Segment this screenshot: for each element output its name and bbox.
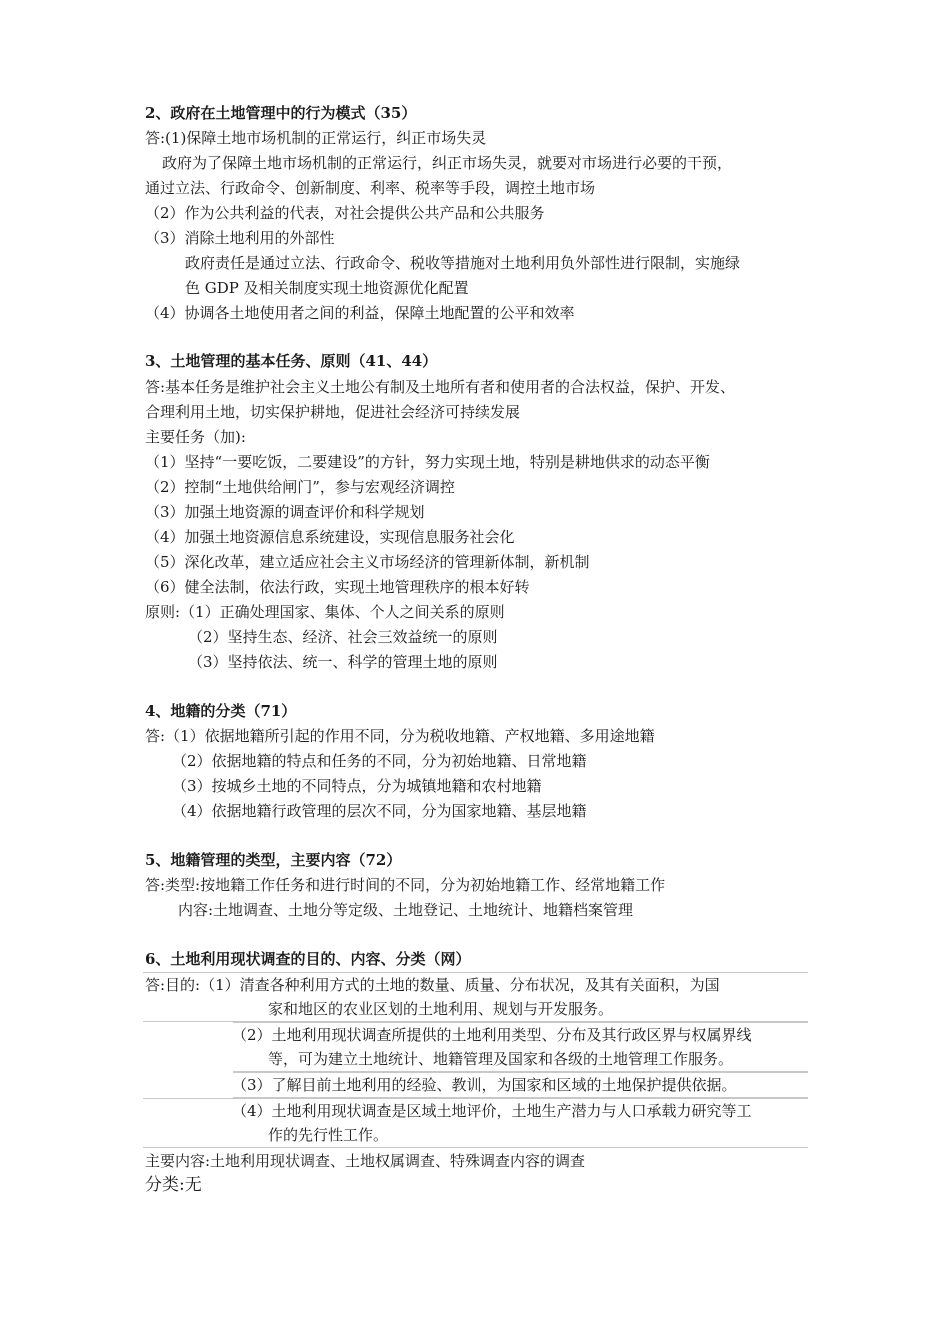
section-6-title: 6、土地利用现状调查的目的、内容、分类（网） [145,950,471,968]
section-2-line: （3）消除土地利用的外部性 [145,229,335,247]
section-6-line: 家和地区的农业区划的土地利用、规划与开发服务。 [268,1000,614,1018]
section-5-line: 答:类型:按地籍工作任务和进行时间的不同，分为初始地籍工作、经常地籍工作 [145,876,666,894]
section-6-line: （2）土地利用现状调查所提供的土地利用类型、分布及其行政区界与权属界线 [232,1026,752,1044]
section-5-line: 内容:土地调查、土地分等定级、土地登记、土地统计、地籍档案管理 [178,901,634,919]
section-2-title: 2、政府在土地管理中的行为模式（35） [145,104,417,122]
section-6-line: 等，可为建立土地统计、地籍管理及国家和各级的土地管理工作服务。 [268,1050,734,1068]
section-3-line: 答:基本任务是维护社会主义土地公有制及土地所有者和使用者的合法权益，保护、开发、 [145,378,736,396]
section-3-line: （1）坚持“一要吃饭，二要建设”的方针，努力实现土地，特别是耕地供求的动态平衡 [145,453,710,471]
section-2-line: 答:(1)保障土地市场机制的正常运行，纠正市场失灵 [145,129,487,147]
section-3-line: 合理利用土地，切实保护耕地，促进社会经济可持续发展 [145,403,521,421]
section-4-line: （3）按城乡土地的不同特点，分为城镇地籍和农村地籍 [172,777,542,795]
section-3-line: （5）深化改革，建立适应社会主义市场经济的管理新体制，新机制 [145,553,590,571]
section-4-line: （4）依据地籍行政管理的层次不同，分为国家地籍、基层地籍 [172,802,587,820]
section-3-line: （2）控制“土地供给闸门”，参与宏观经济调控 [145,478,455,496]
section-6-line: 答:目的:（1）清查各种利用方式的土地的数量、质量、分布状况，及其有关面积，为国 [145,976,720,994]
section-2-line: 色 GDP 及相关制度实现土地资源优化配置 [185,279,469,297]
section-6-line: 作的先行性工作。 [268,1126,389,1144]
section-6-line: （3）了解目前土地利用的经验、教训，为国家和区域的土地保护提供依据。 [232,1076,737,1094]
section-4-line: （2）依据地籍的特点和任务的不同，分为初始地籍、日常地籍 [172,752,587,770]
section-4-title: 4、地籍的分类（71） [145,702,297,720]
section-6-line: 分类:无 [145,1175,202,1195]
section-4-line: 答:（1）依据地籍所引起的作用不同，分为税收地籍、产权地籍、多用途地籍 [145,727,655,745]
section-3-line: （2）坚持生态、经济、社会三效益统一的原则 [188,628,498,646]
section-3-title: 3、土地管理的基本任务、原则（41、44） [145,352,438,370]
section-3-line: 原则:（1）正确处理国家、集体、个人之间关系的原则 [145,603,505,621]
section-3-line: （3）加强土地资源的调查评价和科学规划 [145,503,425,521]
section-2-line: （2）作为公共利益的代表，对社会提供公共产品和公共服务 [145,204,545,222]
section-2-line: （4）协调各土地使用者之间的利益，保障土地配置的公平和效率 [145,304,575,322]
section-3-line: （4）加强土地资源信息系统建设，实现信息服务社会化 [145,528,515,546]
section-2-line: 政府为了保障土地市场机制的正常运行，纠正市场失灵，就要对市场进行必要的干预， [162,154,733,172]
section-5-title: 5、地籍管理的类型，主要内容（72） [145,851,402,869]
section-3-line: （3）坚持依法、统一、科学的管理土地的原则 [188,653,498,671]
section-3-line: 主要任务（加): [145,428,246,446]
section-2-line: 政府责任是通过立法、行政命令、税收等措施对土地利用负外部性进行限制，实施绿 [185,254,741,272]
section-2-line: 通过立法、行政命令、创新制度、利率、税率等手段，调控土地市场 [145,179,596,197]
section-6-line: （4）土地利用现状调查是区域土地评价，土地生产潜力与人口承载力研究等工 [232,1102,752,1120]
section-6-line: 主要内容:土地利用现状调查、土地权属调查、特殊调查内容的调查 [145,1152,586,1170]
section-3-line: （6）健全法制，依法行政，实现土地管理秩序的根本好转 [145,578,530,596]
